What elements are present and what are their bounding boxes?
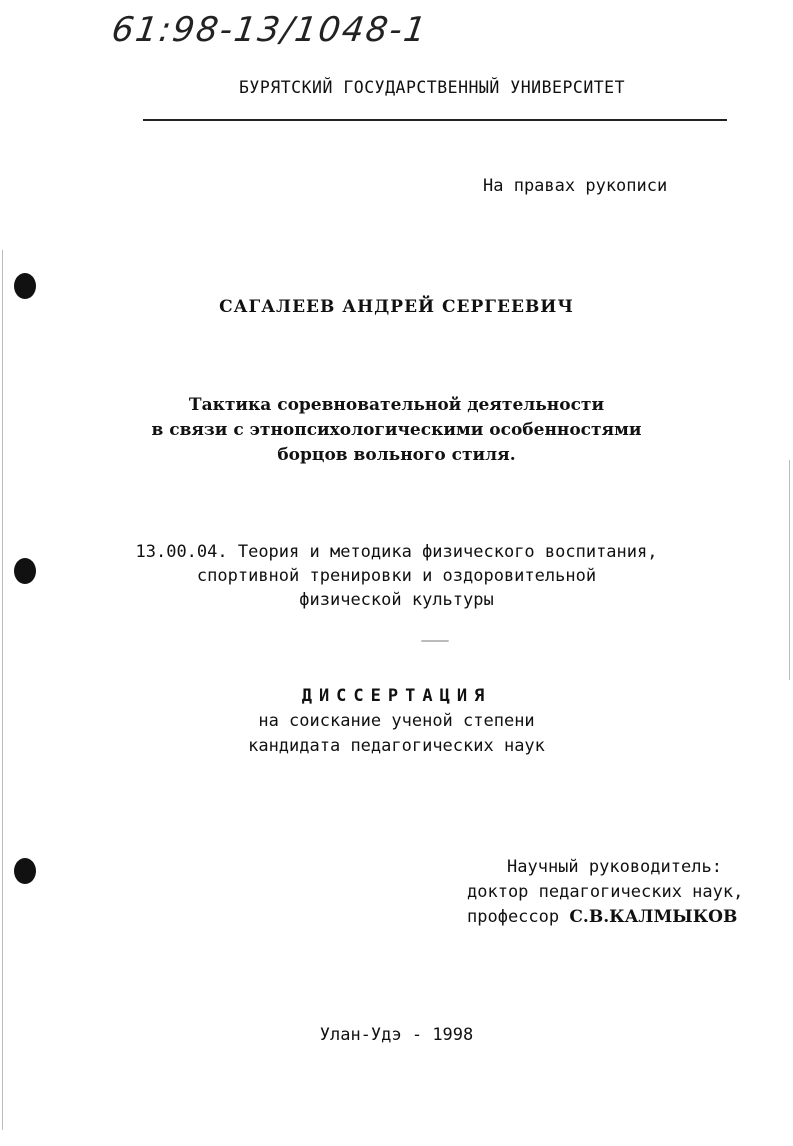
- archive-number: 61:98-13/1048-1: [109, 10, 431, 50]
- title-line: Тактика соревновательной деятельности: [188, 395, 605, 415]
- specialty-line: физической культуры: [299, 590, 494, 610]
- supervisor-line: [467, 905, 743, 930]
- title-line: борцов вольного стиля.: [277, 445, 516, 465]
- header-rule: [143, 119, 727, 121]
- specialty-block: [0, 540, 793, 612]
- supervisor-degree: доктор педагогических наук,: [467, 882, 744, 902]
- binding-hole-top: [14, 273, 36, 299]
- title-line: в связи с этнопсихологическими особенностями: [151, 420, 642, 440]
- university-name: БУРЯТСКИЙ ГОСУДАРСТВЕННЫЙ УНИВЕРСИТЕТ: [239, 78, 626, 97]
- binding-hole-bottom: [14, 858, 36, 884]
- library-stamp: —: [420, 622, 488, 657]
- degree-block: [0, 709, 793, 759]
- author-name: САГАЛЕЕВ АНДРЕЙ СЕРГЕЕВИЧ: [219, 297, 574, 317]
- specialty-line: спортивной тренировки и оздоровительной: [196, 566, 597, 586]
- specialty-line: 13.00.04. Теория и методика физического воспитания,: [135, 542, 658, 562]
- footer-city-year: Улан-Удэ - 1998: [319, 1025, 474, 1045]
- degree-line: кандидата педагогических наук: [248, 736, 545, 756]
- supervisor-name: С.В.КАЛМЫКОВ: [569, 907, 738, 927]
- supervisor-position: профессор: [467, 907, 560, 927]
- dissertation-title: [0, 393, 793, 468]
- supervisor-label: Научный руководитель:: [507, 857, 722, 877]
- degree-line: на соискание ученой степени: [258, 711, 535, 731]
- dissertation-heading: ДИССЕРТАЦИЯ: [301, 686, 492, 706]
- supervisor-block: [467, 855, 743, 930]
- manuscript-note: На правах рукописи: [483, 176, 668, 196]
